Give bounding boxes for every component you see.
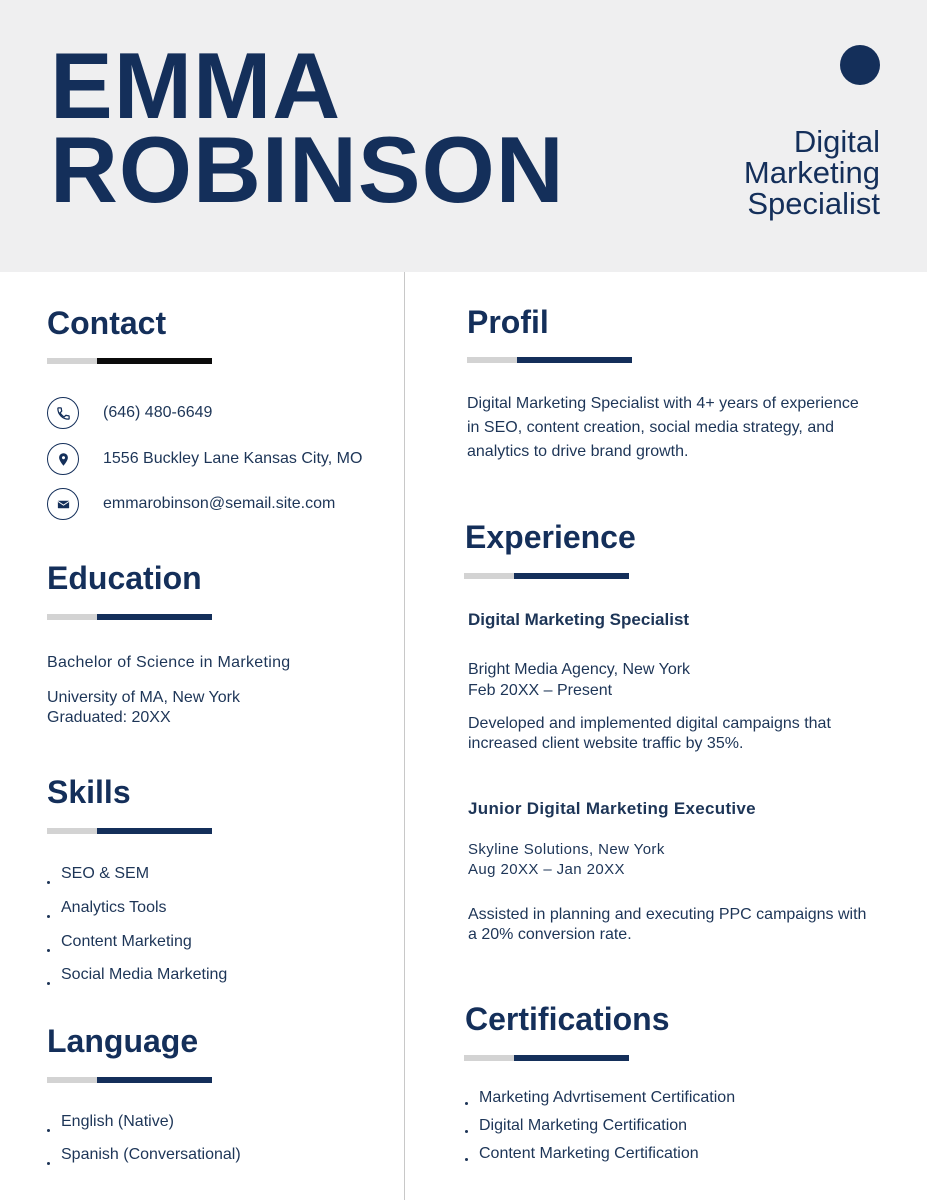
job-role [744, 126, 880, 219]
list-item: Analytics Tools [47, 899, 227, 933]
skills-underline [47, 828, 212, 834]
list-item: Content Marketing Certification [465, 1145, 735, 1173]
degree: Bachelor of Science in Marketing [47, 654, 291, 671]
last-name: ROBINSON [50, 117, 565, 222]
phone-icon [47, 397, 79, 429]
job-title-1: Digital Marketing Specialist [468, 610, 690, 629]
list-item: Digital Marketing Certification [465, 1117, 735, 1145]
list-item: English (Native) [47, 1113, 241, 1146]
school: University of MA, New York [47, 689, 240, 706]
job-dates-2: Aug 20XX – Jan 20XX [468, 861, 625, 878]
envelope-icon [47, 488, 79, 520]
skills-list [47, 865, 227, 999]
role-line-1: Digital [793, 124, 880, 159]
phone-number: (646) 480-6649 [103, 404, 213, 421]
certifications-list [465, 1089, 735, 1173]
list-item: Social Media Marketing [47, 966, 227, 999]
language-underline [47, 1077, 212, 1083]
language-heading: Language [47, 1023, 199, 1059]
decorative-circle-icon [840, 45, 880, 85]
contact-underline [47, 358, 212, 364]
profile-underline [467, 357, 632, 363]
certifications-heading: Certifications [465, 1001, 670, 1037]
graduation-date: Graduated: 20XX [47, 709, 171, 726]
full-name [50, 33, 565, 222]
list-item: SEO & SEM [47, 865, 227, 899]
certifications-underline [464, 1055, 629, 1061]
contact-phone [47, 395, 212, 431]
contact-email [47, 486, 335, 522]
first-name: EMMA [50, 33, 342, 138]
job-company-1: Bright Media Agency, New York [468, 661, 691, 678]
profile-heading: Profil [467, 304, 549, 340]
job-dates-1: Feb 20XX – Present [468, 682, 613, 699]
skills-heading: Skills [47, 774, 131, 810]
experience-underline [464, 573, 629, 579]
address-text: 1556 Buckley Lane Kansas City, MO [103, 450, 363, 467]
education-underline [47, 614, 212, 620]
language-list [47, 1113, 241, 1179]
job-title-2: Junior Digital Marketing Executive [468, 799, 756, 818]
education-heading: Education [47, 560, 202, 596]
list-item: Content Marketing [47, 933, 227, 966]
experience-heading: Experience [465, 519, 636, 555]
job-company-2: Skyline Solutions, New York [468, 841, 665, 858]
header-banner [0, 0, 927, 272]
list-item: Spanish (Conversational) [47, 1146, 241, 1179]
role-line-2: Marketing [743, 155, 880, 190]
job-description-1: Developed and implemented digital campaigns that increased client website traffic by 35%. [468, 715, 831, 752]
role-line-3: Specialist [747, 186, 880, 221]
profile-summary: Digital Marketing Specialist with 4+ years of experience in SEO, content creation, social media strategy, and analytics to drive brand growth. [467, 395, 859, 460]
contact-address [47, 441, 362, 477]
contact-heading: Contact [47, 305, 167, 341]
column-divider [404, 272, 405, 1200]
job-description-2: Assisted in planning and executing PPC campaigns with a 20% conversion rate. [468, 906, 867, 943]
list-item: Marketing Advrtisement Certification [465, 1089, 735, 1117]
location-pin-icon [47, 443, 79, 475]
email-text[interactable]: emmarobinson@semail.site.com [103, 495, 336, 512]
